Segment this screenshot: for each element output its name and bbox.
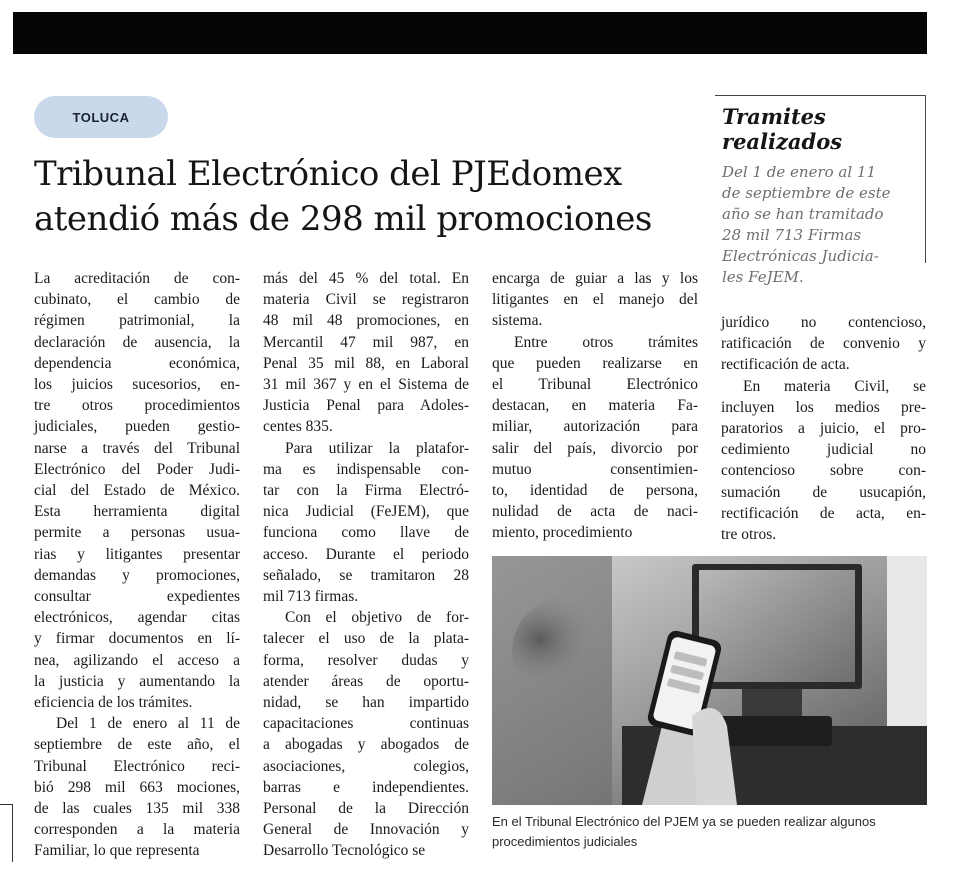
article-line: nulidad de acta de naci- (492, 503, 698, 521)
article-line: mutuo consentimien- (492, 460, 698, 478)
article-line: litigantes en el manejo del (492, 291, 698, 309)
article-line: electrónicos, agendar citas (34, 609, 240, 627)
sidebar-right-rule (925, 95, 926, 263)
article-line: que pueden realizarse en (492, 354, 698, 372)
article-line: Con el objetivo de for- (285, 609, 469, 627)
article-line: corresponden a la materia (34, 821, 240, 839)
article-line: rias y litigantes presentar (34, 545, 240, 563)
article-line: tar con la Firma Electró- (263, 482, 469, 500)
article-line: En materia Civil, se (743, 377, 926, 395)
article-line: centes 835. (263, 418, 333, 436)
article-line: cial del Estado de México. (34, 482, 240, 500)
article-line: 48 mil 48 promociones, en (263, 312, 469, 330)
article-line: rectificación de acta. (721, 356, 850, 374)
article-line: 31 mil 367 y en el Sistema de (263, 376, 469, 394)
margin-rule (12, 804, 13, 862)
article-column-1 (34, 268, 240, 862)
headline (34, 152, 714, 242)
article-line: Electrónico del Poder Judi- (34, 460, 240, 478)
article-line: Tribunal Electrónico reci- (34, 757, 240, 775)
article-line: tre otros procedimientos (34, 397, 240, 415)
article-line: destacan, en materia Fa- (492, 397, 698, 415)
caption-line: En el Tribunal Electrónico del PJEM ya se pueden realizar algunos (492, 814, 876, 829)
article-line: Mercantil 47 mil 987, en (263, 333, 469, 351)
article-line: acceso. Durante el periodo (263, 545, 469, 563)
sidebar-text-line: Del 1 de enero al 11 (722, 163, 877, 181)
article-line: cedimiento judicial no (721, 441, 926, 459)
article-line: sumación de usucapión, (721, 483, 926, 501)
article-line: el Tribunal Electrónico (492, 376, 698, 394)
article-line: consultar expedientes (34, 588, 240, 606)
article-line: ratificación de convenio y (721, 335, 926, 353)
article-line: materia Civil se registraron (263, 291, 469, 309)
article-line: contencioso sobre con- (721, 462, 926, 480)
article-line: atender áreas de oportu- (263, 672, 469, 690)
article-line: paratorios a juicio, el pro- (721, 420, 926, 438)
article-line: rectificación de acta, en- (721, 504, 926, 522)
article-line: talecer el uso de la plata- (263, 630, 469, 648)
article-line: Justicia Penal para Adoles- (263, 397, 469, 415)
article-line: sistema. (492, 312, 543, 330)
article-line: forma, resolver dudas y (263, 651, 469, 669)
article-line: nica Judicial (FeJEM), que (263, 503, 469, 521)
article-line: Del 1 de enero al 11 de (56, 715, 240, 733)
article-line: de las cuales 135 mil 338 (34, 800, 240, 818)
article-line: Entre otros trámites (514, 333, 698, 351)
article-line: septiembre de este año, el (34, 736, 240, 754)
article-line: los juicios sucesorios, en- (34, 376, 240, 394)
article-line: narse a través del Tribunal (34, 439, 240, 457)
article-line: funciona como llave de (263, 524, 469, 542)
article-line: to, identidad de persona, (492, 482, 698, 500)
article-photo (492, 556, 927, 805)
article-line: demandas y promociones, (34, 566, 240, 584)
article-line: incluyen los medios pre- (721, 398, 926, 416)
sidebar-text-line: de septiembre de este (722, 184, 891, 202)
margin-rule-tick (0, 804, 13, 805)
article-line: judiciales, pueden gestio- (34, 418, 240, 436)
article-line: nea, agilizando el acceso a (34, 651, 240, 669)
article-line: nidad, se han impartido (263, 694, 469, 712)
top-black-bar (13, 12, 927, 54)
sidebar-text (722, 162, 924, 288)
headline-line: Tribunal Electrónico del PJEdomex (34, 154, 622, 194)
article-line: miliar, autorización para (492, 418, 698, 436)
article-line: Esta herramienta digital (34, 503, 240, 521)
sidebar-title-line: Tramites (722, 104, 826, 129)
sidebar-title (722, 104, 922, 154)
article-line: permite a personas usua- (34, 524, 240, 542)
article-line: declaración de ausencia, la (34, 333, 240, 351)
article-line: cubinato, el cambio de (34, 291, 240, 309)
article-line: bió 298 mil 663 mociones, (34, 778, 240, 796)
sidebar-text-line: Electrónicas Judicia- (722, 247, 879, 265)
sidebar-top-rule (715, 95, 926, 96)
section-tag: TOLUCA (34, 96, 168, 138)
article-column-4 (721, 312, 926, 545)
article-line: capacitaciones continuas (263, 715, 469, 733)
article-line: y firmar documentos en lí- (34, 630, 240, 648)
article-line: barras e independientes. (263, 778, 469, 796)
article-line: dependencia económica, (34, 354, 240, 372)
article-line: Personal de la Dirección (263, 800, 469, 818)
article-line: señalado, se tramitaron 28 (263, 566, 469, 584)
sidebar-text-line: 28 mil 713 Firmas (722, 226, 862, 244)
article-line: asociaciones, colegios, (263, 757, 469, 775)
article-column-2 (263, 268, 469, 862)
article-line: la justicia y aumentando la (34, 672, 240, 690)
article-line: a abogadas y abogados de (263, 736, 469, 754)
article-line: tre otros. (721, 526, 777, 544)
article-line: encarga de guiar a las y los (492, 270, 698, 287)
article-line: General de Innovación y (263, 821, 469, 839)
article-line: Desarrollo Tecnológico se (263, 842, 426, 860)
article-line: Familiar, lo que representa (34, 842, 200, 860)
article-line: salir del país, divorcio por (492, 439, 698, 457)
photo-caption (492, 812, 932, 852)
caption-line: procedimientos judiciales (492, 834, 638, 849)
article-line: más del 45 % del total. En (263, 270, 469, 287)
article-line: mil 713 firmas. (263, 588, 359, 606)
article-line: miento, procedimiento (492, 524, 633, 542)
article-line: jurídico no contencioso, (721, 314, 926, 331)
sidebar-title-line: realizados (722, 129, 843, 154)
article-line: eficiencia de los trámites. (34, 694, 193, 712)
sidebar-text-line: les FeJEM. (722, 268, 804, 286)
article-line: Penal 35 mil 88, en Laboral (263, 354, 469, 372)
sidebar-text-line: año se han tramitado (722, 205, 884, 223)
headline-line: atendió más de 298 mil promociones (34, 199, 652, 239)
article-line: ma es indispensable con- (263, 460, 469, 478)
hands-holding-smartphone-photo (492, 556, 927, 805)
article-column-3 (492, 268, 698, 544)
article-line: La acreditación de con- (34, 270, 240, 287)
article-line: Para utilizar la platafor- (285, 439, 469, 457)
article-line: régimen patrimonial, la (34, 312, 240, 330)
